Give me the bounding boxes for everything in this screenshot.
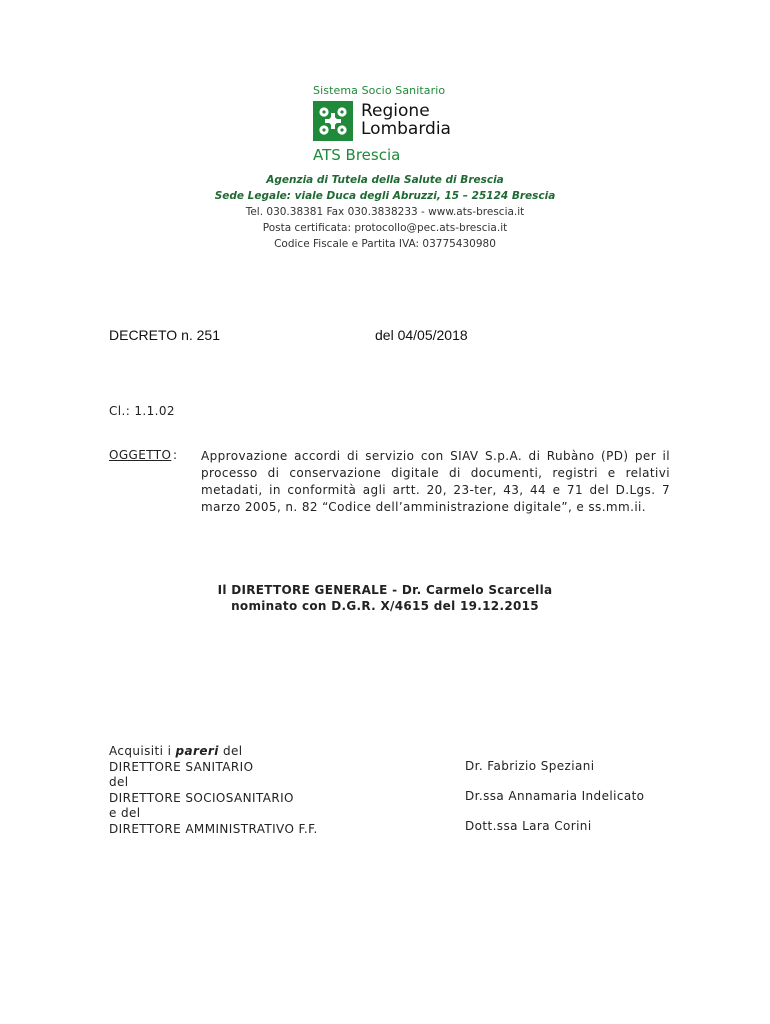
director-line2: nominato con D.G.R. X/4615 del 19.12.2015 xyxy=(231,599,539,613)
agency-pec: Posta certificata: protocollo@pec.ats-brescia.it xyxy=(262,222,508,234)
role-director-sociosanitario: DIRETTORE SOCIOSANITARIO xyxy=(109,790,294,805)
name-director-sanitario: Dr. Fabrizio Speziani xyxy=(465,759,595,773)
ats-label: ATS Brescia xyxy=(313,146,401,164)
agency-block xyxy=(0,172,770,252)
system-label: Sistema Socio Sanitario xyxy=(313,84,446,97)
conjunction-del: del xyxy=(109,775,129,789)
subject-text: Approvazione accordi di servizio con SIAV S.p.A. di Rubàno (PD) per il processo di conservazione digitale di documenti, registri e relativi metadati, in conformità agli artt. 20, 23-ter, 43, 44 e 71 del D.Lgs. 7 marzo 2005, n. 82 “Codice dell’amministrazione digitale”, e ss.mm.ii. xyxy=(201,449,670,514)
role-director-sanitario: DIRETTORE SANITARIO xyxy=(109,759,254,774)
subject-colon: : xyxy=(173,448,178,462)
director-line1: Il DIRETTORE GENERALE - Dr. Carmelo Scarcella xyxy=(217,583,553,597)
name-director-sociosanitario: Dr.ssa Annamaria Indelicato xyxy=(465,789,645,803)
opinions-intro-prefix: Acquisiti i xyxy=(109,744,176,758)
decree-number: DECRETO n. 251 xyxy=(109,327,221,343)
region-name-line2: Lombardia xyxy=(361,119,451,139)
agency-contacts: Tel. 030.38381 Fax 030.3838233 - www.ats-brescia.it xyxy=(245,206,525,218)
name-director-amministrativo: Dott.ssa Lara Corini xyxy=(465,819,592,833)
opinions-intro-suffix: del xyxy=(218,744,243,758)
regione-lombardia-logo-icon xyxy=(313,101,353,141)
decree-date: del 04/05/2018 xyxy=(375,327,468,343)
subject-label: OGGETTO xyxy=(109,448,172,462)
rosa-camuna-icon xyxy=(313,101,353,141)
region-name-line1: Regione xyxy=(361,101,430,121)
agency-tax-code: Codice Fiscale e Partita IVA: 03775430980 xyxy=(274,238,496,250)
opinions-block xyxy=(109,744,318,837)
role-director-amministrativo: DIRETTORE AMMINISTRATIVO F.F. xyxy=(109,821,318,836)
opinions-intro-emph: pareri xyxy=(175,744,219,758)
agency-legal-seat: Sede Legale: viale Duca degli Abruzzi, 15 – 25124 Brescia xyxy=(214,190,556,202)
director-heading xyxy=(0,582,770,614)
classification: Cl.: 1.1.02 xyxy=(109,404,175,418)
conjunction-e-del: e del xyxy=(109,806,141,820)
opinions-intro xyxy=(109,744,318,760)
agency-name: Agenzia di Tutela della Salute di Brescia xyxy=(266,174,504,186)
